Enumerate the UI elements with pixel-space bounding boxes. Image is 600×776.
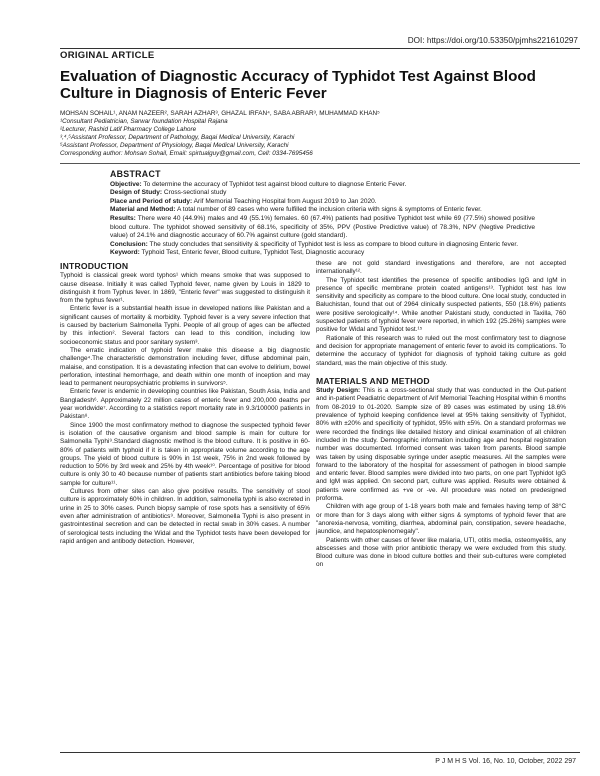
footer-rule — [60, 752, 580, 753]
methods-paragraph — [316, 387, 566, 503]
abstract-label: Objective: — [110, 180, 142, 188]
header-rule — [60, 48, 580, 49]
abstract-text: Arif Memorial Teaching Hospital from August 2019 to Jan 2020. — [192, 197, 377, 205]
doi-link[interactable]: DOI: https://doi.org/10.53350/pjmhs221610297 — [407, 36, 578, 45]
intro-paragraph: Enteric fever is a substantial health issue in developed nations like Pakistan and a significant causes of mortality & morbidity. Typhoid fever is a very severe infection that is caused by bacterium Salmonella Typhi. People of all group of ages can be affected by this infection². Several factors can lead to this condition, including low socioeconomic status and poor sanitary system³. — [60, 305, 310, 346]
abstract-label: Results: — [110, 214, 136, 222]
article-type-label: ORIGINAL ARTICLE — [60, 50, 155, 61]
abstract-heading: ABSTRACT — [110, 169, 161, 179]
intro-paragraph: The Typhidot test identifies the presence of specific antibodies IgG and IgM in presence of specific membrane protein coated antigens¹³. Typhidot test has low sensitivity and specificity as compare to the blood culture. One local study, conducted in Baluchistan, found that out of 2964 clinically suspected patients, 550 (18.6%) patients were positive serologically¹⁴. While another Pakistani study, conducted in Taxilla, 760 suspected patients of typhoid fever were reported, in which 192 (25.26%) samples were positive for Widal and Typhidot test.¹⁵ — [316, 276, 566, 334]
affiliation-3: ³,⁴,⁵Assistant Professor, Department of Pathology, Baqai Medical University, Karachi — [60, 134, 295, 142]
abstract-results — [110, 215, 535, 241]
journal-footer: P J M H S Vol. 16, No. 10, October, 2022 297 — [435, 758, 576, 765]
methods-heading: MATERIALS AND METHOD — [316, 375, 430, 386]
intro-paragraph: The erratic indication of typhoid fever make this disease a big diagnostic challenge⁴.The characteristic demonstration including fever, diffuse abdominal pain, malaise, and constipation. It is a devastating infection that can evolve to delirium, bowel perforation, intestinal hemorrhage, and death within one month of inception and may lead to permanent neuropsychiatric problems in survivors⁵. — [60, 346, 310, 388]
intro-paragraph: Typhoid is classical greek word typhos¹ which means smoke that was supposed to cause disease. Initially it was called Typhoid fever, name given by Louis in 1829 to distinguish it from Typhus fever. In 1869, "Enteric fever" was suggested to distinguish it from the typhus fever¹. — [60, 272, 310, 305]
abstract-section — [110, 170, 535, 258]
intro-paragraph: Since 1900 the most confirmatory method to diagnose the suspected typhoid fever is isolation of the causative organism and blood sample is main for culture for Salmonella Typhi⁹.Standard diagnostic method is the blood culture. It is positive in 60-80% of patients with typhoid if it is taken in appropriate volume according to the age groups. The yield of blood culture is 90% in 1st week, 75% in 2nd week followed by reduction to 50% by 3rd week and 25% by 4th week¹⁰. Percentage of positive for blood culture is only 30 to 40 because number of patients start antibiotics before taking blood sample for culture¹¹. — [60, 421, 310, 487]
abstract-label: Conclusion: — [110, 240, 148, 248]
affiliation-2: ²Lecturer, Rashid Latif Pharmacy College Lahore — [60, 126, 197, 134]
methods-label: Study Design: — [316, 387, 361, 395]
abstract-text: Typhoid Test, Enteric fever, Blood culture, Typhidot Test, Diagnostic accuracy — [139, 249, 365, 257]
author-names: MOHSAN SOHAIL¹, ANAM NAZEER², SARAH AZHAR³, GHAZAL IRFAN⁴, SABA ABRAR³, MUHAMMAD KHAN⁵ — [60, 110, 380, 117]
introduction-heading: INTRODUCTION — [60, 261, 129, 271]
paper-title: Evaluation of Diagnostic Accuracy of Typhidot Test Against Blood Culture in Diagnosis of Enteric Fever — [60, 68, 536, 102]
abstract-keywords — [110, 249, 535, 258]
methods-text: Patients with other causes of fever like malaria, UTI, otitis media, osteomyelitis, any abscesses and those with prior antibiotic therapy we were excluded from this study. Blood culture was done in blood culture bottles and their sub-cultures were completed on — [316, 536, 566, 569]
intro-paragraph: Rationale of this research was to ruled out the most confirmatory test to diagnose and decision for appropriate management of enteric fever to avoid its complications. To determine the accuracy of typhidot for diagnosis of typhoid taking culture as gold standard, was the main objective of this study. — [316, 334, 566, 367]
corresponding-author: Corresponding author: Mohsan Sohail, Email: spirtualguy@gmail.com, Cell: 0334-7695456 — [60, 150, 313, 158]
abstract-label: Place and Period of study: — [110, 197, 193, 205]
affiliation-1: ¹Consultant Pediatrician, Sarwar foundation Hospital Rajana — [60, 118, 228, 126]
abstract-method — [110, 206, 535, 215]
methods-paragraph — [316, 537, 566, 570]
affiliation-4: ⁵Assistant Professor, Department of Physiology, Baqai Medical University, Karachi — [60, 142, 289, 150]
abstract-text: The study concludes that sensitivity & specificity of Typhidot test is less as compare to blood culture in diagnosing Enteric fever. — [147, 240, 519, 248]
abstract-objective — [110, 181, 535, 190]
intro-paragraph: Enteric fever is endemic in developing countries like Pakistan, South Asia, India and Bangladesh⁶. Approximately 22 million cases of enteric fever and 200,000 deaths per year worldwide⁷. According to a statistics report mortality rate in 9.3/100000 patients in Pakistan⁸. — [60, 388, 310, 421]
abstract-design — [110, 189, 535, 198]
methods-paragraph — [316, 503, 566, 536]
author-block — [60, 110, 590, 159]
abstract-text: There were 40 (44.9%) males and 49 (55.1%) females. 60 (67.4%) patients had positive Typhidot test while 69 (77.5%) showed positive blood culture. The typhidot showed sensitivity of 68.1%, specificity of 35%, PPV (Postive Predictive value) of 78.3%, NPV (Negtive Predictive value) of 24.1% and diagnostic accuracy of 60.7% against culture (gold standard). — [110, 214, 535, 240]
left-column — [60, 262, 310, 546]
right-column — [316, 260, 566, 570]
abstract-text: A total number of 89 cases who were fulfilled the inclusion criteria with signs & symptoms of Enteric fever. — [175, 206, 482, 214]
abstract-text: To determine the accuracy of Typhidot test against blood culture to diagnose Enteric Fever. — [141, 180, 407, 188]
abstract-label: Design of Study: — [110, 189, 163, 197]
abstract-text: Cross-sectional study — [162, 189, 227, 197]
abstract-place — [110, 198, 535, 207]
methods-text: Children with age group of 1-18 years both male and females having temp of 38°C or more than for 3 days along with either signs & symptoms of typhoid fever that are "anorexia-nervosa, vomiting, diarrhea, abdominal pain, constipation, severe headache, jaundice, and hepatosplenomegaly". — [316, 503, 566, 536]
intro-paragraph: Cultures from other sites can also give positive results. The sensitivity of stool culture is approximately 60% in children. In addition, salmonella typhi is also excreted in urine in 25 to 30% cases. Punch biopsy sample of rose spots has a sensitivity of 65% even after administration of antibiotics⁹. Moreover, Salmonella Typhi is also present in gastrointestinal secretion and can be detected in rectal swab in 30% cases. A number of serological tests including the Widal and the Typhidot tests have been developed for rapid antigen and antibody detection. However, — [60, 488, 310, 545]
abstract-label: Material and Method: — [110, 206, 176, 214]
abstract-rule — [60, 163, 580, 164]
methods-text: This is a cross-sectional study that was conducted in the Out-patient and in-patient Peadiatric department of Arif Memorial Teaching Hospital within 6 months from 08-2019 to 01-2020. Sample size of 89 cases was estimated by using 18.6% prevalence of typhoid keeping confidence level at 95% taking sensitivity of Typhidot, 80% with ±20% and specificity of typhidot, 95% with ±5%. On a standard proformas we were recorded the findings like detailed history and clinical examination of all children included in the study. Demographic information including age and hospital registration number was documented. Informed consent was taken from parents. Blood sample was taken by using disposable syringe under aseptic measures. All the samples were forward to the laboratory of the hospital for assessment of pathogen in blood sample and enteric fever. Blood samples were divided into two parts, on one part Typhidot IgG and IgM was applied. On second part, culture was applied. Results were obtained & patients were confirmed as +ve or -ve. All procedure was noted on predesigned proforma. — [316, 387, 567, 503]
abstract-label: Keyword: — [110, 249, 140, 257]
abstract-conclusion — [110, 241, 535, 250]
intro-paragraph: these are not gold standard investigations and therefore, are not accepted internationally¹². — [316, 260, 566, 276]
